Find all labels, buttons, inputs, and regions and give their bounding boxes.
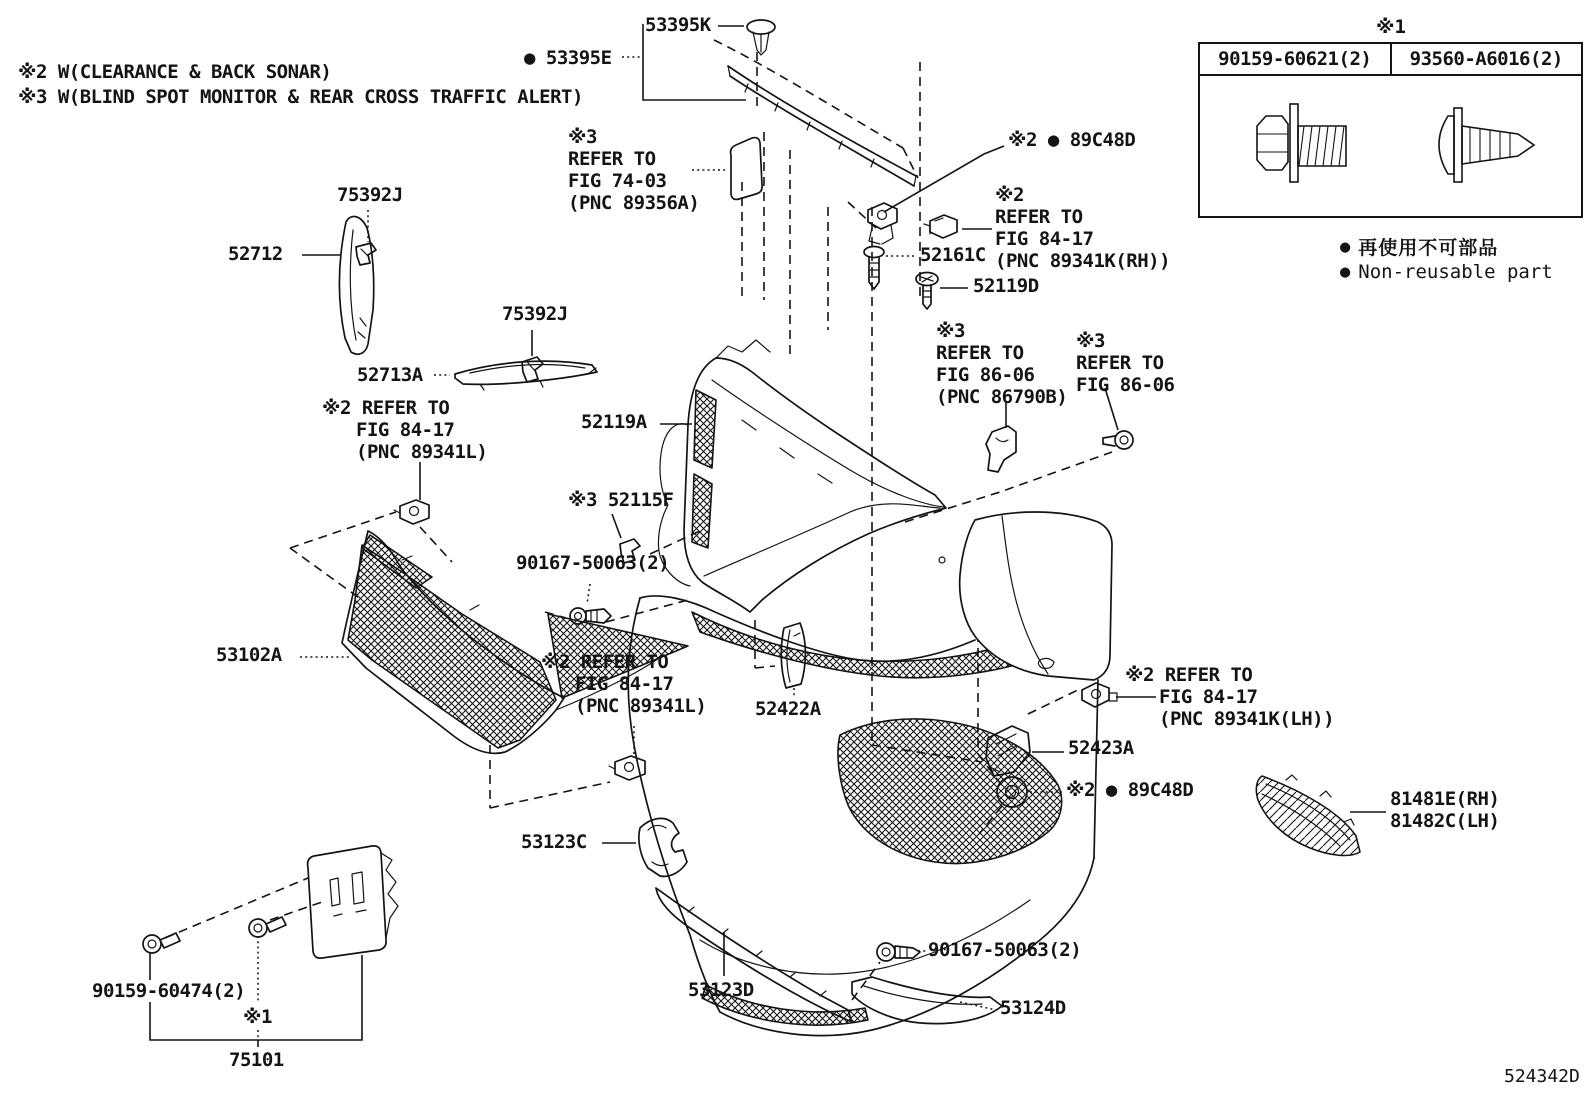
pan-screw-icon (1439, 108, 1534, 182)
legend-nonreusable-jp: ● 再使用不可部品 (1340, 236, 1499, 259)
garnish-52712-art (339, 216, 373, 354)
piece-53123C-art (639, 818, 687, 876)
ref-fig-86-06-a: ※3 REFER TO FIG 86-06 (PNC 86790B) (936, 320, 1068, 408)
grille-53102A-art (342, 531, 688, 753)
legend-part-90159-60621: 90159-60621(2) (1200, 44, 1392, 74)
bumper-upper-52119A-art (658, 340, 946, 612)
screw-90167-2-art (877, 943, 920, 961)
part-label-90159-60474: 90159-60474(2) (92, 980, 246, 1002)
ref-fig-86-06-b: ※3 REFER TO FIG 86-06 (1076, 330, 1175, 396)
ref-fig-74-03: ※3 REFER TO FIG 74-03 (PNC 89356A) (568, 126, 700, 214)
part-label-90167-50063-1: 90167-50063(2) (516, 552, 670, 574)
part-label-81481E-81482C: 81481E(RH) 81482C(LH) (1390, 788, 1500, 832)
legend-part-93560-A6016: 93560-A6016(2) (1409, 48, 1563, 70)
part-label-90167-50063-2: 90167-50063(2) (928, 939, 1082, 961)
part-label-52161C: 52161C (920, 244, 986, 266)
ref-fig-84-17-l1: ※2 REFER TO FIG 84-17 (PNC 89341L) (322, 397, 488, 463)
note-blind-spot-monitor: ※3 W(BLIND SPOT MONITOR & REAR CROSS TRAFFIC ALERT) (18, 86, 583, 108)
part-label-53123D: 53123D (688, 979, 754, 1001)
screw-52161C-art (864, 247, 884, 290)
legend-screw-drawings (1200, 76, 1581, 218)
part-label-75101: 75101 (229, 1049, 284, 1071)
ref-fig-84-17-lh: ※2 REFER TO FIG 84-17 (PNC 89341K(LH)) (1125, 664, 1335, 730)
screw-90159-60474-1-art (143, 933, 180, 953)
part-label-53395E: ● 53395E (524, 47, 612, 69)
part-label-53123C: 53123C (521, 831, 587, 853)
part-label-53102A: 53102A (216, 644, 282, 666)
fog-bezel-81481E-art (1256, 775, 1360, 855)
note-clearance-back-sonar: ※2 W(CLEARANCE & BACK SONAR) (18, 61, 332, 83)
bumper-lower-art (628, 512, 1112, 1036)
part-label-52119A: 52119A (581, 411, 647, 433)
moulding-52713A-art (455, 361, 597, 390)
screw-90159-60474-2-art (249, 917, 286, 937)
part-label-53395K: 53395K (645, 14, 711, 36)
bullet-icon: ● (1340, 261, 1351, 282)
ref-fig-84-17-l2: ※2 REFER TO FIG 84-17 (PNC 89341L) (541, 651, 707, 717)
sensor-86-06-art (1103, 431, 1133, 449)
legend-box (1198, 42, 1583, 218)
cover-fig74-03-art (731, 138, 763, 200)
plate-bracket-75101-art (308, 846, 398, 958)
part-label-75392J-2: 75392J (502, 303, 568, 325)
part-label-52422A: 52422A (755, 698, 821, 720)
legend-ref-mark: ※1 (1376, 16, 1406, 38)
part-label-52713A: 52713A (357, 364, 423, 386)
part-label-52712: 52712 (228, 243, 283, 265)
sonar-sensor-rh-art (868, 203, 957, 244)
part-label-89C48D-top: ※2 ● 89C48D (1008, 129, 1136, 151)
legend-nonreusable-en: ● Non-reusable part (1340, 260, 1553, 283)
drawing-number: 524342D (1504, 1066, 1580, 1087)
clip-52115F-art (620, 539, 640, 563)
part-label-75392J-1: 75392J (337, 184, 403, 206)
part-label-52115F: ※3 52115F (568, 489, 674, 511)
part-label-52119D: 52119D (973, 275, 1039, 297)
bullet-icon: ● (1340, 236, 1351, 257)
sonar-sensor-lh-art (1082, 683, 1117, 707)
ref-fig-84-17-rh: ※2 REFER TO FIG 84-17 (PNC 89341K(RH)) (995, 184, 1171, 272)
sonar-sensor-l1-art (394, 500, 429, 524)
legend-bullets (1340, 234, 1553, 284)
strip-53123D-art (656, 888, 852, 1022)
part-label-53124D: 53124D (1000, 997, 1066, 1019)
part-label-52423A: 52423A (1068, 737, 1134, 759)
part-label-ref1-plate: ※1 (243, 1006, 272, 1028)
part-label-89C48D-bottom: ※2 ● 89C48D (1066, 779, 1194, 801)
legend-header (1200, 44, 1581, 76)
camera-bracket-86790B-art (986, 426, 1016, 472)
hex-screw-icon (1257, 104, 1346, 182)
